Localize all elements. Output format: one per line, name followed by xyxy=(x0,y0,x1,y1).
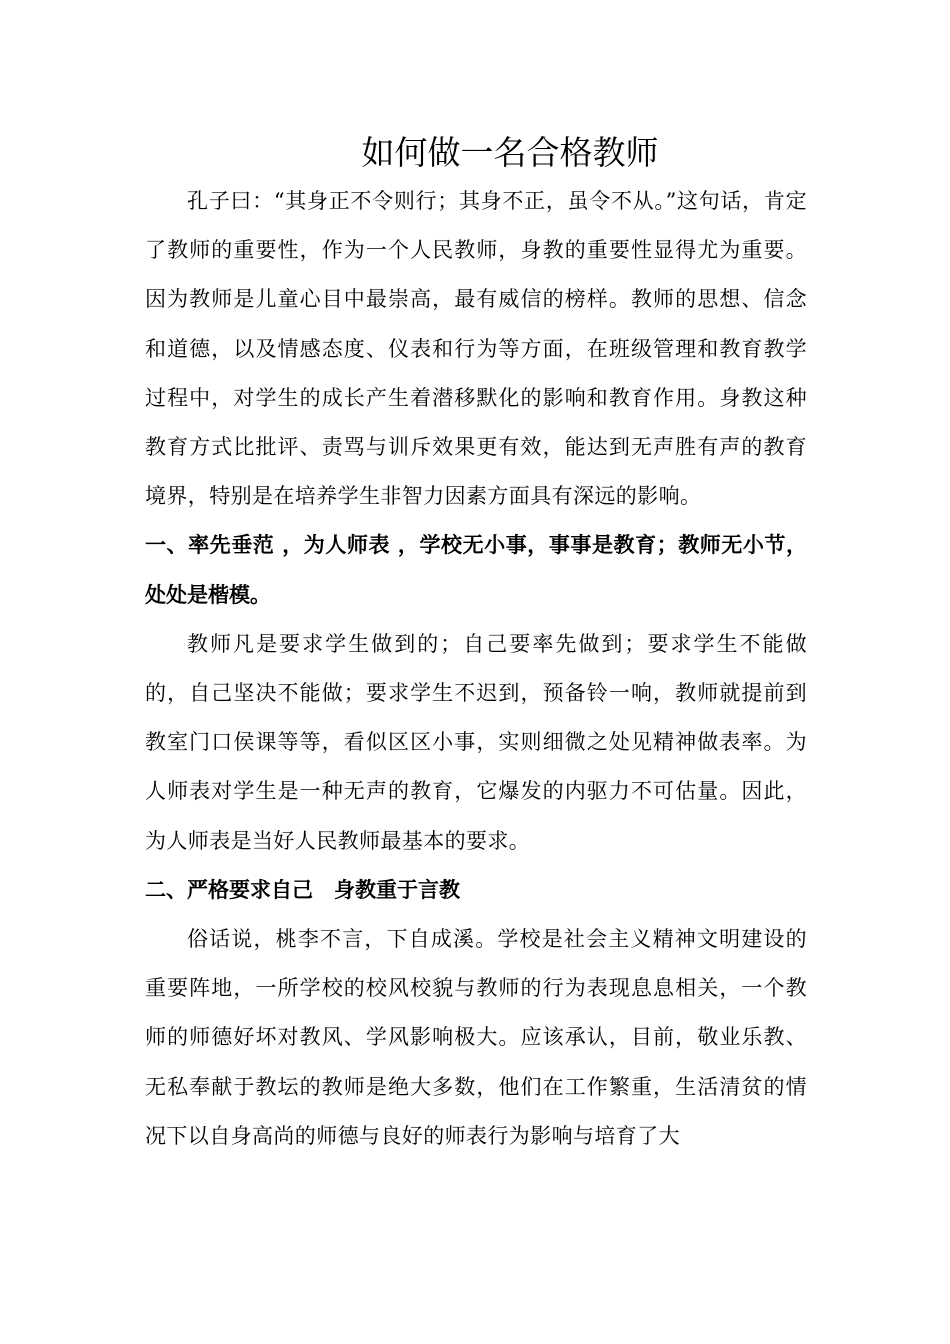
document-title: 如何做一名合格教师 xyxy=(361,133,659,172)
paragraph-intro: 孔子曰：“其身正不令则行；其身不正，虽令不从。”这句话，肯定了教师的重要性，作为一个人民教师，身教的重要性显得尤为重要。因为教师是儿童心目中最崇高，最有威信的榜样。教师的思想、信念和道德，以及情感态度、仪表和行为等方面，在班级管理和教育教学过程中，对学生的成长产生着潜移默化的影响和教育作用。身教这种教育方式比批评、责骂与训斥效果更有效，能达到无声胜有声的教育境界，特别是在培养学生非智力因素方面具有深远的影响。 xyxy=(145,189,807,509)
paragraph-section-2: 俗话说，桃李不言，下自成溪。学校是社会主义精神文明建设的重要阵地，一所学校的校风校貌与教师的行为表现息息相关，一个教师的师德好坏对教风、学风影响极大。应该承认，目前，敬业乐教、无私奉献于教坛的教师是绝大多数，他们在工作繁重，生活清贫的情况下以自身高尚的师德与良好的师表行为影响与培育了大 xyxy=(145,927,807,1148)
section-heading-1: 一、率先垂范 ，为人师表 ，学校无小事，事事是教育；教师无小节，处处是楷模。 xyxy=(145,533,807,607)
paragraph-section-1: 教师凡是要求学生做到的；自己要率先做到；要求学生不能做的，自己坚决不能做；要求学生不迟到，预备铃一响，教师就提前到教室门口侯课等等，看似区区小事，实则细微之处见精神做表率。为人师表对学生是一种无声的教育，它爆发的内驱力不可估量。因此，为人师表是当好人民教师最基本的要求。 xyxy=(145,631,807,853)
section-heading-2: 二、严格要求自己 身教重于言教 xyxy=(145,877,460,902)
document-body xyxy=(145,177,807,1161)
